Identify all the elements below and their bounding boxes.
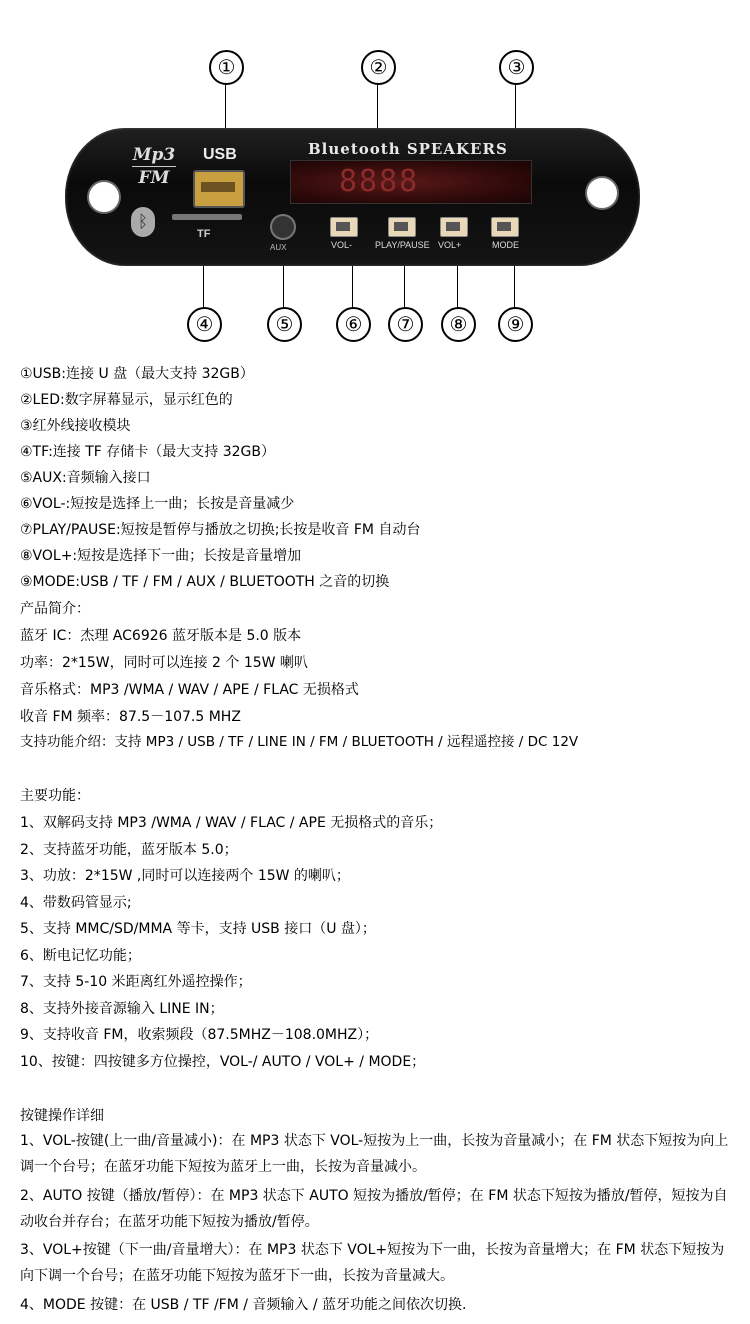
part-line-2: ②LED:数字屏幕显示，显示红色的 xyxy=(20,392,233,408)
key-label-vol-minus: VOL- xyxy=(331,240,353,250)
intro-heading: 产品简介： xyxy=(20,601,90,617)
callout-3: ③ xyxy=(499,50,534,85)
part-line-3: ③红外线接收模块 xyxy=(20,418,131,434)
usb-port[interactable] xyxy=(193,170,245,208)
logo-fm-text: FM xyxy=(138,168,170,188)
feature-line-9: 9、支持收音 FM，收索频段（87.5MHZ－108.0MHZ）； xyxy=(20,1027,379,1043)
key-label-vol-plus: VOL+ xyxy=(438,240,462,250)
feature-line-6: 6、断电记忆功能； xyxy=(20,948,141,964)
part-line-8: ⑧VOL+:短按是选择下一曲；长按是音量增加 xyxy=(20,548,302,564)
operation-para-4: 4、MODE 按键：在 USB / TF /FM / 音频输入 / 蓝牙功能之间依次切换. xyxy=(20,1297,467,1313)
tf-label: TF xyxy=(197,228,211,240)
intro-line-4: 收音 FM 频率：87.5－107.5 MHZ xyxy=(20,709,241,725)
feature-line-2: 2、支持蓝牙功能，蓝牙版本 5.0； xyxy=(20,842,238,858)
callout-9: ⑨ xyxy=(498,307,533,342)
vol-minus-key[interactable] xyxy=(330,217,358,237)
intro-line-5: 支持功能介绍：支持 MP3 / USB / TF / LINE IN / FM / BLUETOOTH / 远程遥控接 / DC 12V xyxy=(20,734,579,750)
feature-line-4: 4、带数码管显示; xyxy=(20,895,132,911)
callout-4: ④ xyxy=(187,307,222,342)
bluetooth-icon: ᛒ xyxy=(131,207,155,237)
feature-line-8: 8、支持外接音源输入 LINE IN； xyxy=(20,1001,224,1017)
operation-para-1: 1、VOL-按键(上一曲/音量减小)：在 MP3 状态下 VOL-短按为上一曲，长按为音量减小；在 FM 状态下短按为向上调一个台号；在蓝牙功能下短按为蓝牙上一曲，长按为音量减小。 xyxy=(20,1133,729,1175)
part-line-5: ⑤AUX:音频输入接口 xyxy=(20,470,151,486)
feature-line-7: 7、支持 5-10 米距离红外遥控操作； xyxy=(20,974,252,990)
intro-line-2: 功率：2*15W，同时可以连接 2 个 15W 喇叭 xyxy=(20,655,308,671)
feature-line-1: 1、双解码支持 MP3 /WMA / WAV / FLAC / APE 无损格式的音乐； xyxy=(20,815,443,831)
part-line-9: ⑨MODE:USB / TF / FM / AUX / BLUETOOTH 之音的切换 xyxy=(20,574,390,590)
mp3-fm-logo xyxy=(128,146,180,187)
operation-para-2: 2、AUTO 按键（播放/暂停）：在 MP3 状态下 AUTO 短按为播放/暂停；在 FM 状态下短按为播放/暂停，短按为自动收台并存台；在蓝牙功能下短按为播放/暂停。 xyxy=(20,1188,728,1230)
part-line-1: ①USB:连接 U 盘（最大支持 32GB） xyxy=(20,366,254,382)
key-label-play-pause: PLAY/PAUSE xyxy=(375,240,430,250)
brand-text: Bluetooth SPEAKERS xyxy=(308,140,508,158)
mode-key[interactable] xyxy=(491,217,519,237)
aux-jack[interactable] xyxy=(270,214,296,240)
mount-hole-right xyxy=(585,176,619,210)
part-line-6: ⑥VOL-:短按是选择上一曲；长按是音量减少 xyxy=(20,496,295,512)
vol-plus-key[interactable] xyxy=(440,217,468,237)
play-pause-key[interactable] xyxy=(388,217,416,237)
product-diagram xyxy=(0,0,750,345)
led-display xyxy=(290,160,532,204)
callout-1: ① xyxy=(209,50,244,85)
logo-divider xyxy=(132,166,176,167)
operation-heading: 按键操作详细 xyxy=(20,1108,104,1124)
feature-line-3: 3、功放：2*15W ,同时可以连接两个 15W 的喇叭； xyxy=(20,868,350,884)
logo-mp3-text: Mp3 xyxy=(132,145,176,165)
callout-6: ⑥ xyxy=(336,307,371,342)
intro-line-3: 音乐格式：MP3 /WMA / WAV / APE / FLAC 无损格式 xyxy=(20,682,359,698)
feature-line-10: 10、按键：四按键多方位操控，VOL-/ AUTO / VOL+ / MODE； xyxy=(20,1054,426,1070)
tf-card-slot[interactable] xyxy=(172,214,242,220)
led-digits: 8888 xyxy=(339,164,420,199)
callout-8: ⑧ xyxy=(441,307,476,342)
aux-label: AUX xyxy=(270,243,287,252)
operation-para-3: 3、VOL+按键（下一曲/音量增大）：在 MP3 状态下 VOL+短按为下一曲，长按为音量增大；在 FM 状态下短按为向下调一个台号；在蓝牙功能下短按为蓝牙下一曲，长按为音量减大。 xyxy=(20,1242,725,1284)
callout-7: ⑦ xyxy=(388,307,423,342)
part-line-7: ⑦PLAY/PAUSE:短按是暂停与播放之切换;长按是收音 FM 自动台 xyxy=(20,522,421,538)
usb-label: USB xyxy=(203,146,237,163)
key-label-mode: MODE xyxy=(492,240,519,250)
part-line-4: ④TF:连接 TF 存储卡（最大支持 32GB） xyxy=(20,444,276,460)
intro-line-1: 蓝牙 IC：杰理 AC6926 蓝牙版本是 5.0 版本 xyxy=(20,628,302,644)
feature-line-5: 5、支持 MMC/SD/MMA 等卡，支持 USB 接口（U 盘）； xyxy=(20,921,376,937)
mount-hole-left xyxy=(87,180,121,214)
callout-2: ② xyxy=(361,50,396,85)
callout-5: ⑤ xyxy=(267,307,302,342)
features-heading: 主要功能： xyxy=(20,788,90,804)
